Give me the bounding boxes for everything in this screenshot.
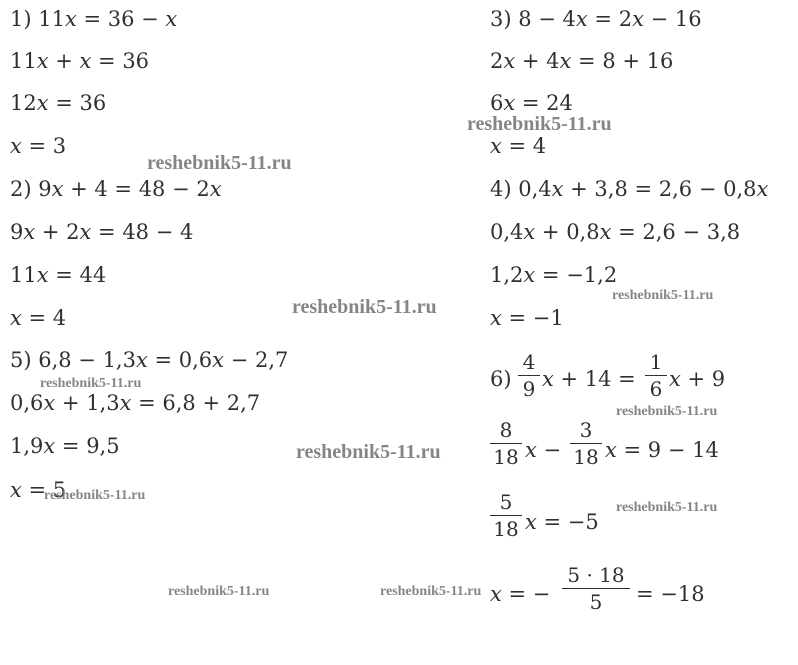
watermark: reshebnik5-11.ru (292, 296, 437, 318)
left-equation-line: 9x + 2x = 48 − 4 (10, 220, 194, 244)
left-equation-line: x = 4 (10, 306, 67, 330)
right-equation-line: 0,4x + 0,8x = 2,6 − 3,8 (490, 220, 741, 244)
left-equation-line: 5) 6,8 − 1,3x = 0,6x − 2,7 (10, 348, 289, 372)
right-equation-line: 1,2x = −1,2 (490, 263, 618, 287)
left-equation-line: x = 3 (10, 134, 67, 158)
left-equation-line: 1,9x = 9,5 (10, 434, 120, 458)
right-equation-line: 3) 8 − 4x = 2x − 16 (490, 7, 702, 31)
left-equation-line: 12x = 36 (10, 91, 107, 115)
right-equation-line: 6x = 24 (490, 91, 573, 115)
right-equation-line: x = −1 (490, 306, 564, 330)
eq6b-fraction-1: 8 18 (490, 418, 522, 469)
eq6b-middle: x − (525, 438, 562, 462)
watermark: reshebnik5-11.ru (168, 584, 270, 599)
watermark: reshebnik5-11.ru (612, 288, 714, 303)
eq6-end: x + 9 (669, 367, 726, 391)
watermark: reshebnik5-11.ru (296, 441, 441, 463)
left-equation-line: 1) 11x = 36 − x (10, 7, 178, 31)
watermark: reshebnik5-11.ru (40, 376, 142, 391)
right-equation-line: x = 4 (490, 134, 547, 158)
eq6-prefix: 6) (490, 367, 512, 391)
left-equation-line: 0,6x + 1,3x = 6,8 + 2,7 (10, 391, 261, 415)
eq6d-start: x = − (490, 582, 551, 606)
watermark: reshebnik5-11.ru (616, 500, 718, 515)
left-equation-line: 2) 9x + 4 = 48 − 2x (10, 177, 222, 201)
eq6-fraction-1: 4 9 (518, 350, 540, 401)
watermark: reshebnik5-11.ru (380, 584, 482, 599)
eq6b-fraction-2: 3 18 (570, 418, 602, 469)
eq6d-end: = −18 (636, 582, 705, 606)
left-equation-line: 11x = 44 (10, 263, 107, 287)
watermark: reshebnik5-11.ru (147, 152, 292, 174)
right-equation-line: 2x + 4x = 8 + 16 (490, 49, 674, 73)
eq6c-fraction: 5 18 (490, 490, 522, 541)
eq6-fraction-2: 1 6 (645, 350, 667, 401)
watermark: reshebnik5-11.ru (467, 113, 612, 135)
left-equation-line: x = 5 (10, 478, 67, 502)
eq6b-end: x = 9 − 14 (605, 438, 719, 462)
watermark: reshebnik5-11.ru (44, 488, 146, 503)
eq6-middle: x + 14 = (542, 367, 636, 391)
right-equation-line: 4) 0,4x + 3,8 = 2,6 − 0,8x (490, 177, 769, 201)
left-equation-line: 11x + x = 36 (10, 49, 150, 73)
watermark: reshebnik5-11.ru (616, 404, 718, 419)
eq6d-fraction: 5 · 18 5 (562, 563, 630, 614)
eq6c-end: x = −5 (525, 510, 599, 534)
